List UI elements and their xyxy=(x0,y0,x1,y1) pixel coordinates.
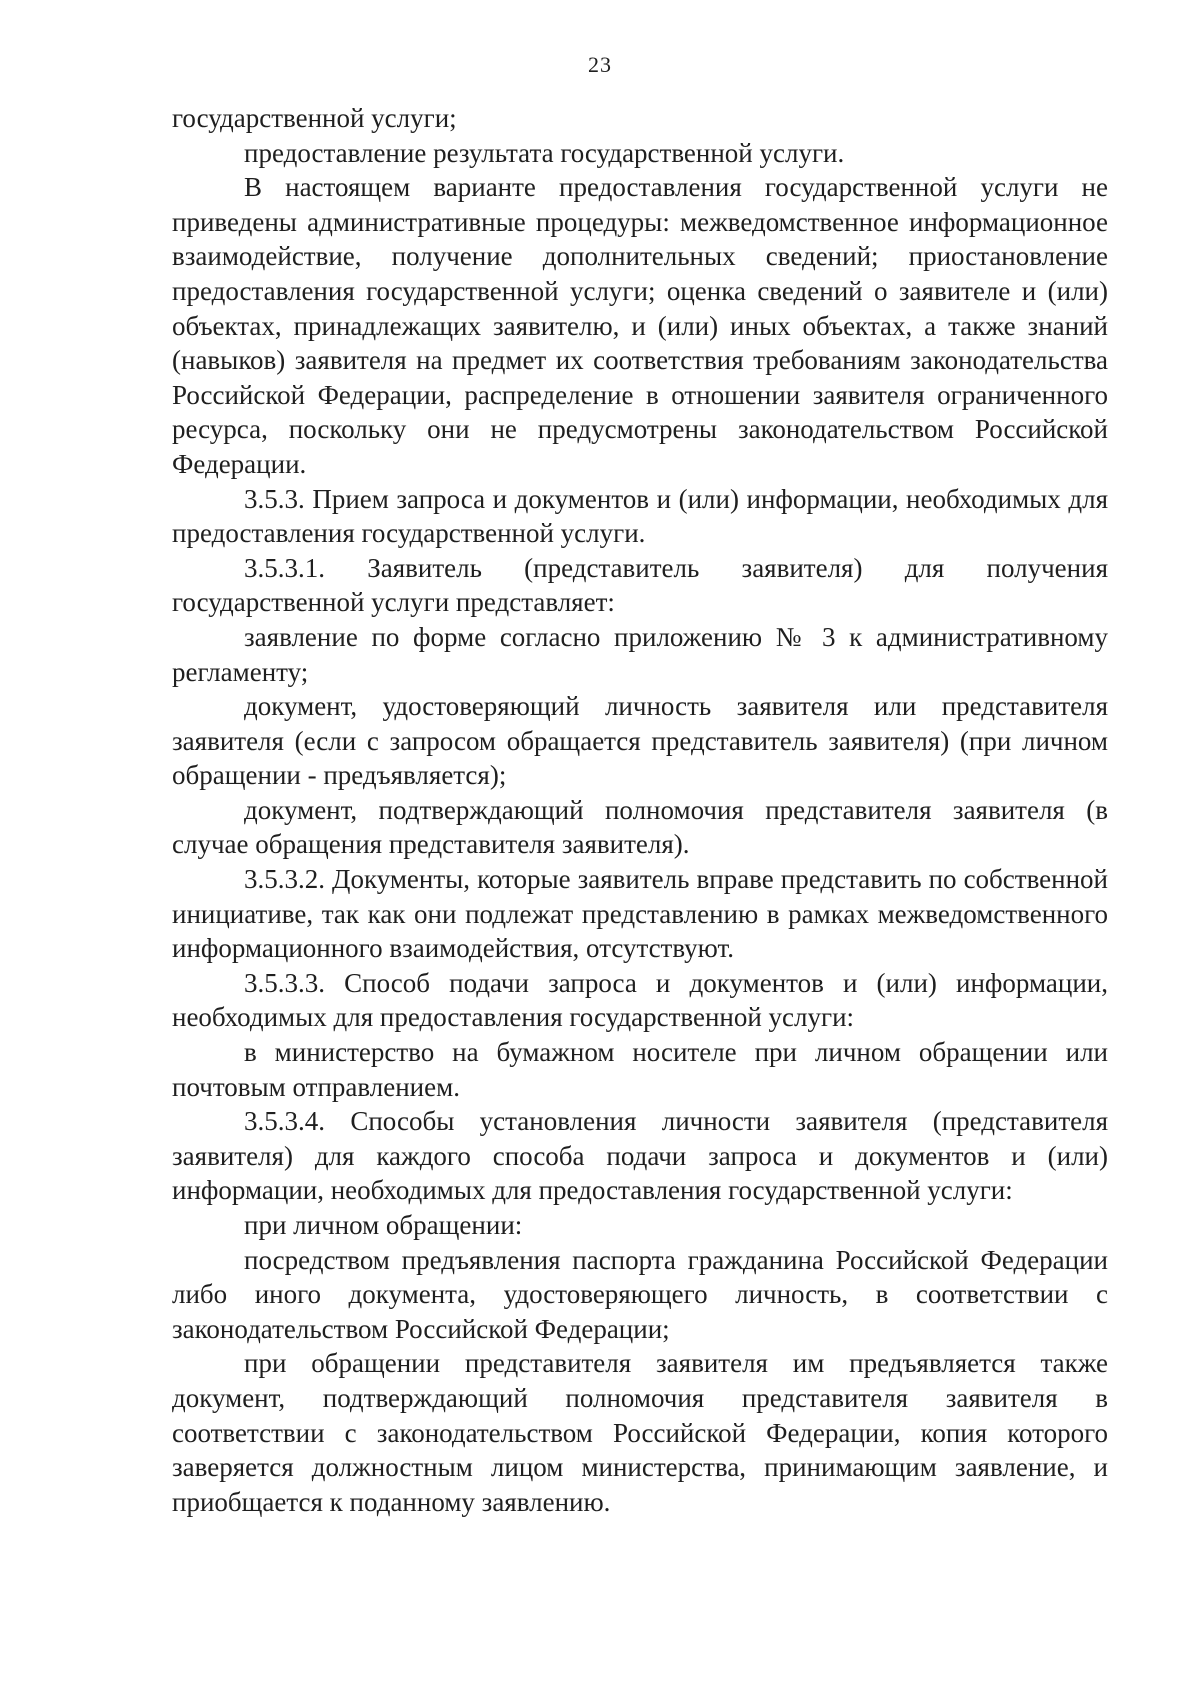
paragraph: при обращении представителя заявителя им предъявляется также документ, подтверждающий полномочия представителя заявителя в соответствии с законодательством Российской Федерации, копия которого заверяется должностным лицом министерства, принимающим заявление, и приобщается к поданному заявлению. xyxy=(172,1348,1108,1517)
paragraph: документ, подтверждающий полномочия представителя заявителя (в случае обращения представителя заявителя). xyxy=(172,794,1108,860)
paragraph: посредством предъявления паспорта гражданина Российской Федерации либо иного документа, удостоверяющего личность, в соответствии с законодательством Российской Федерации; xyxy=(172,1244,1108,1344)
paragraph: предоставление результата государственной услуги. xyxy=(244,137,845,168)
paragraph: документ, удостоверяющий личность заявителя или представителя заявителя (если с запросом обращается представитель заявителя) (при личном обращении - предъявляется); xyxy=(172,691,1108,791)
paragraph: 3.5.3.2. Документы, которые заявитель вправе представить по собственной инициативе, так как они подлежат представлению в рамках межведомственного информационного взаимодействия, отсутствуют. xyxy=(172,864,1108,964)
paragraph: государственной услуги; xyxy=(172,103,457,133)
paragraph: 3.5.3. Прием запроса и документов и (или) информации, необходимых для предоставления государственной услуги. xyxy=(172,483,1108,549)
paragraph: В настоящем варианте предоставления государственной услуги не приведены административные процедуры: межведомственное информационное взаимодействие, получение дополнительных сведений; приостановление предоставления государственной услуги; оценка сведений о заявителе и (или) объектах, принадлежащих заявителю, и (или) иных объектах, а также знаний (навыков) заявителя на предмет их соответствия требованиям законодательства Российской Федерации, распределение в отношении заявителя ограниченного ресурса, поскольку они не предусмотрены законодательством Российской Федерации. xyxy=(172,172,1108,479)
paragraph: 3.5.3.1. Заявитель (представитель заявителя) для получения государственной услуги представляет: xyxy=(172,552,1108,618)
document-body xyxy=(172,101,1108,1519)
paragraph: заявление по форме согласно приложению № 3 к административному регламенту; xyxy=(172,621,1108,687)
paragraph: 3.5.3.4. Способы установления личности заявителя (представителя заявителя) для каждого способа подачи запроса и документов и (или) информации, необходимых для предоставления государственной услуги: xyxy=(172,1106,1108,1206)
page-number: 23 xyxy=(588,52,612,77)
paragraph: 3.5.3.3. Способ подачи запроса и документов и (или) информации, необходимых для предоставления государственной услуги: xyxy=(172,967,1108,1033)
paragraph: при личном обращении: xyxy=(244,1210,523,1240)
paragraph: в министерство на бумажном носителе при личном обращении или почтовым отправлением. xyxy=(172,1037,1108,1102)
